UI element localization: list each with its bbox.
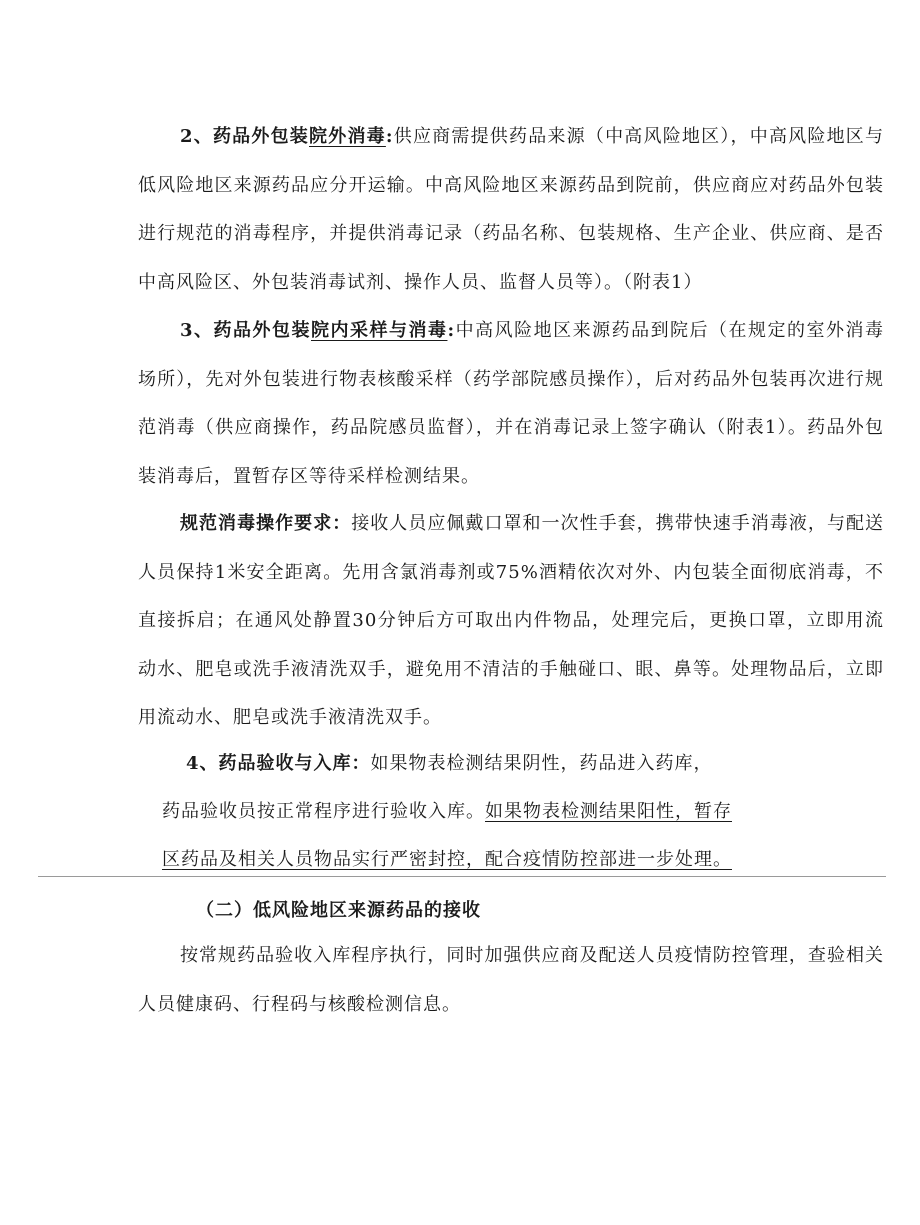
paragraph-section-2 xyxy=(138,113,884,307)
section-2-label xyxy=(180,126,394,147)
section-3-label xyxy=(180,320,455,341)
section-2-text: 供应商需提供药品来源（中高风险地区），中高风险地区与低风险地区来源药品应分开运输。中高风险地区来源药品到院前，供应商应对药品外包装进行规范的消毒程序，并提供消毒记录（药品名称、包装规格、生产企业、供应商、是否中高风险区、外包装消毒试剂、操作人员、监督人员等）。（附表1） xyxy=(138,126,885,293)
section-2-label-underlined: 院外消毒 xyxy=(309,126,386,147)
page-divider xyxy=(38,876,886,877)
disinfection-label: 规范消毒操作要求： xyxy=(180,513,352,534)
section-2-colon: : xyxy=(385,126,394,147)
section-4-line-2 xyxy=(162,788,732,836)
section-3-label-plain: 3、药品外包装 xyxy=(180,320,311,341)
paragraph-section-3 xyxy=(138,307,884,501)
section-3-colon: : xyxy=(447,320,456,341)
disinfection-text: 接收人员应佩戴口罩和一次性手套，携带快速手消毒液，与配送人员保持1米安全距离。先用含氯消毒剂或75%酒精依次对外、内包装全面彻底消毒，不直接拆启；在通风处静置30分钟后方可取出内件物品，处理完后，更换口罩，立即用流动水、肥皂或洗手液清洗双手，避免用不清洁的手触碰口、眼、鼻等。处理物品后，立即用流动水、肥皂或洗手液清洗双手。 xyxy=(138,513,884,728)
low-risk-heading: （二）低风险地区来源药品的接收 xyxy=(196,900,481,921)
section-4-line-3-underlined: 区药品及相关人员物品实行严密封控，配合疫情防控部进一步处理。 xyxy=(162,849,732,870)
section-4-label: 4、药品验收与入库： xyxy=(186,753,371,774)
section-2-label-plain: 2、药品外包装 xyxy=(180,126,310,147)
section-4-line-1-text: 如果物表检测结果阴性，药品进入药库， xyxy=(370,753,713,774)
section-4-line-2-plain: 药品验收员按正常程序进行验收入库。 xyxy=(162,801,485,822)
paragraph-disinfection-requirements xyxy=(138,500,884,743)
section-4-line-2-underlined: 如果物表检测结果阳性，暂存 xyxy=(485,801,732,822)
section-3-text: 中高风险地区来源药品到院后（在规定的室外消毒场所），先对外包装进行物表核酸采样（药学部院感员操作），后对药品外包装再次进行规范消毒（供应商操作，药品院感员监督），并在消毒记录上签字确认（附表1）。药品外包装消毒后，置暂存区等待采样检测结果。 xyxy=(138,320,885,487)
section-3-label-underlined: 院内采样与消毒 xyxy=(311,320,448,341)
paragraph-low-risk: 按常规药品验收入库程序执行，同时加强供应商及配送人员疫情防控管理，查验相关人员健康码、行程码与核酸检测信息。 xyxy=(138,945,884,1015)
section-4-line-1 xyxy=(186,740,713,788)
